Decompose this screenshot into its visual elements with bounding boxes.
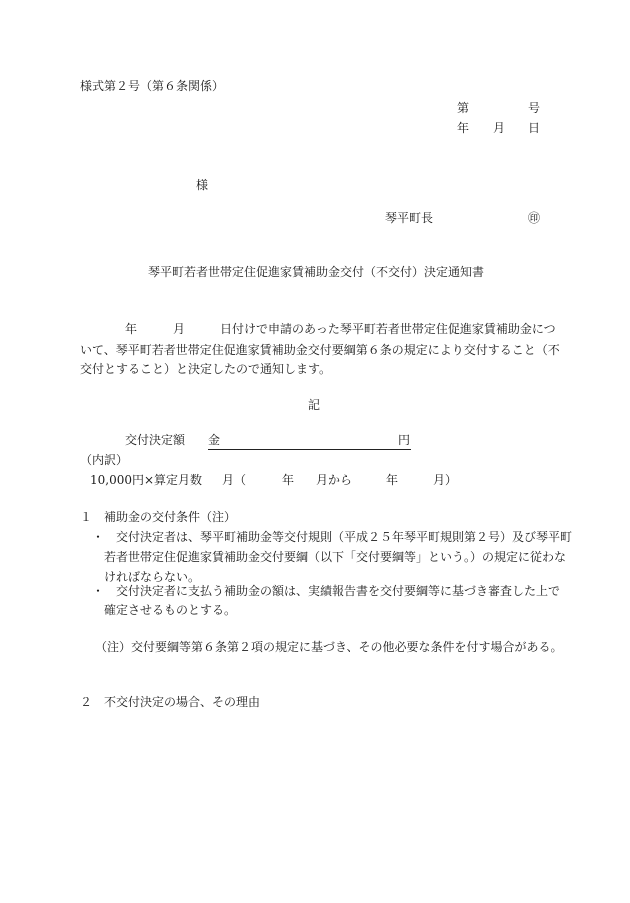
date-day: 日	[528, 121, 541, 135]
sender-title: 琴平町長	[385, 211, 434, 225]
bullet1-line2: 若者世帯定住促進家賃補助金交付要綱（以下「交付要綱等」という。）の規定に従わな	[104, 550, 567, 564]
breakdown-year1: 年	[282, 473, 295, 487]
breakdown-end: 月）	[433, 473, 458, 487]
ki-heading: 記	[308, 398, 321, 412]
bullet2-line2: 確定させるものとする。	[104, 603, 237, 617]
number-gou: 号	[528, 101, 541, 115]
amount-label: 交付決定額	[125, 433, 186, 447]
breakdown-from: 月から	[316, 473, 353, 487]
section1-note: （注）交付要綱等第６条第２項の規定に基づき、その他必要な条件を付す場合がある。	[95, 640, 563, 654]
bullet1-line3: ければならない。	[104, 570, 201, 584]
section1-heading: １ 補助金の交付条件（注）	[80, 510, 237, 524]
body-line1: 日付けで申請のあった琴平町若者世帯定住促進家賃補助金につ	[220, 322, 556, 336]
breakdown-label: （内訳）	[80, 453, 129, 467]
bullet1-line1: ・ 交付決定者は、琴平町補助金等交付規則（平成２５年琴平町規則第２号）及び琴平町	[92, 530, 573, 544]
date-month: 月	[493, 121, 506, 135]
breakdown-formula: 10,000円×算定月数	[90, 473, 203, 487]
amount-en: 円	[398, 433, 411, 447]
amount-underline	[208, 449, 411, 450]
body-line2: いて、琴平町若者世帯定住促進家賃補助金交付要綱第６条の規定により交付すること（不	[80, 343, 560, 357]
addressee-suffix: 様	[196, 178, 209, 192]
breakdown-year2: 年	[386, 473, 399, 487]
body-month: 月	[173, 322, 186, 336]
document-title: 琴平町若者世帯定住促進家賃補助金交付（不交付）決定通知書	[148, 265, 485, 279]
section2-heading: ２ 不交付決定の場合、その理由	[80, 695, 261, 709]
breakdown-month: 月（	[222, 473, 247, 487]
seal-mark: ㊞	[528, 211, 541, 225]
bullet2-line1: ・ 交付決定者に支払う補助金の額は、実績報告書を交付要綱等に基づき審査した上で	[92, 584, 561, 598]
amount-kin: 金	[208, 433, 221, 447]
date-year: 年	[457, 121, 470, 135]
number-dai: 第	[457, 101, 470, 115]
form-label: 様式第２号（第６条関係）	[80, 79, 225, 93]
body-line3: 交付とすること）と決定したので通知します。	[80, 362, 332, 376]
body-year: 年	[125, 322, 138, 336]
